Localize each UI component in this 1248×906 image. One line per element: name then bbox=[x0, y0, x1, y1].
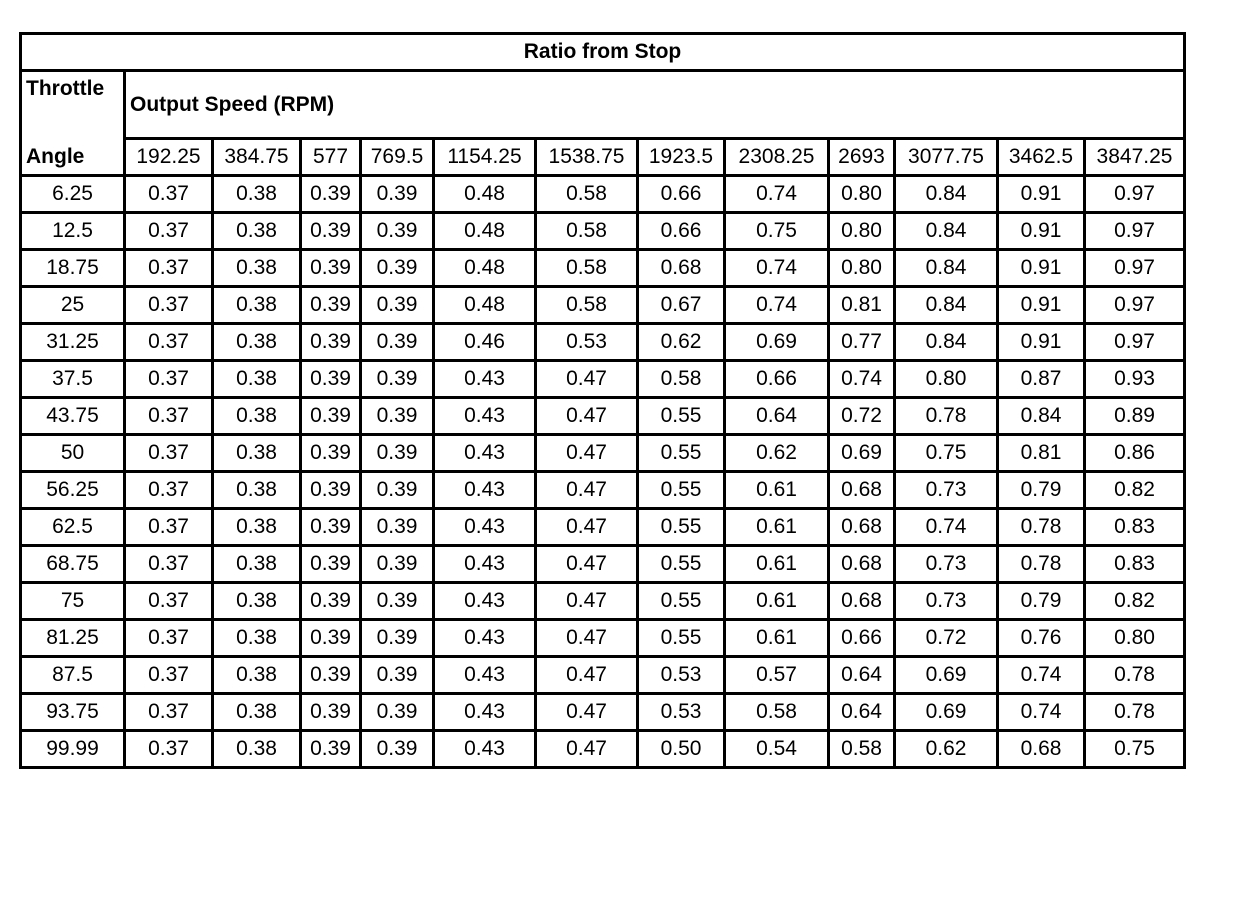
ratio-cell: 0.74 bbox=[725, 176, 829, 213]
ratio-cell: 0.39 bbox=[361, 694, 434, 731]
ratio-cell: 0.81 bbox=[998, 435, 1085, 472]
ratio-cell: 0.82 bbox=[1085, 472, 1185, 509]
ratio-cell: 0.39 bbox=[301, 546, 361, 583]
ratio-cell: 0.38 bbox=[213, 361, 301, 398]
throttle-angle-cell: 43.75 bbox=[21, 398, 125, 435]
ratio-cell: 0.55 bbox=[638, 546, 725, 583]
table-body bbox=[21, 34, 1185, 768]
throttle-angle-cell: 12.5 bbox=[21, 213, 125, 250]
ratio-cell: 0.55 bbox=[638, 620, 725, 657]
ratio-cell: 0.55 bbox=[638, 509, 725, 546]
ratio-cell: 0.38 bbox=[213, 657, 301, 694]
ratio-cell: 0.69 bbox=[895, 657, 998, 694]
ratio-cell: 0.62 bbox=[725, 435, 829, 472]
ratio-cell: 0.39 bbox=[361, 250, 434, 287]
ratio-cell: 0.43 bbox=[434, 583, 536, 620]
ratio-cell: 0.62 bbox=[638, 324, 725, 361]
ratio-cell: 0.97 bbox=[1085, 287, 1185, 324]
ratio-cell: 0.97 bbox=[1085, 213, 1185, 250]
ratio-cell: 0.37 bbox=[125, 213, 213, 250]
ratio-cell: 0.38 bbox=[213, 435, 301, 472]
ratio-cell: 0.48 bbox=[434, 250, 536, 287]
ratio-cell: 0.38 bbox=[213, 620, 301, 657]
ratio-cell: 0.47 bbox=[536, 620, 638, 657]
ratio-cell: 0.39 bbox=[301, 213, 361, 250]
table-row bbox=[21, 472, 1185, 509]
speed-header-cell: 192.25 bbox=[125, 139, 213, 176]
ratio-cell: 0.73 bbox=[895, 546, 998, 583]
ratio-cell: 0.84 bbox=[895, 176, 998, 213]
ratio-cell: 0.84 bbox=[895, 213, 998, 250]
ratio-cell: 0.39 bbox=[301, 731, 361, 768]
throttle-angle-cell: 68.75 bbox=[21, 546, 125, 583]
row-header-line1: Throttle bbox=[26, 77, 105, 100]
ratio-cell: 0.89 bbox=[1085, 398, 1185, 435]
ratio-cell: 0.38 bbox=[213, 287, 301, 324]
ratio-cell: 0.47 bbox=[536, 546, 638, 583]
output-speed-header: Output Speed (RPM) bbox=[125, 71, 1185, 139]
ratio-cell: 0.38 bbox=[213, 546, 301, 583]
throttle-angle-header bbox=[21, 71, 125, 176]
ratio-cell: 0.84 bbox=[895, 287, 998, 324]
throttle-angle-cell: 99.99 bbox=[21, 731, 125, 768]
table-title: Ratio from Stop bbox=[21, 34, 1185, 71]
speed-header-cell: 2693 bbox=[829, 139, 895, 176]
ratio-cell: 0.43 bbox=[434, 398, 536, 435]
ratio-cell: 0.37 bbox=[125, 546, 213, 583]
ratio-cell: 0.39 bbox=[361, 472, 434, 509]
ratio-cell: 0.78 bbox=[1085, 657, 1185, 694]
ratio-cell: 0.74 bbox=[998, 657, 1085, 694]
speed-header-cell: 1538.75 bbox=[536, 139, 638, 176]
ratio-cell: 0.47 bbox=[536, 472, 638, 509]
ratio-cell: 0.55 bbox=[638, 472, 725, 509]
row-header-line2: Angle bbox=[26, 145, 85, 168]
ratio-cell: 0.43 bbox=[434, 546, 536, 583]
ratio-cell: 0.39 bbox=[361, 398, 434, 435]
table-row bbox=[21, 250, 1185, 287]
ratio-cell: 0.58 bbox=[638, 361, 725, 398]
ratio-cell: 0.75 bbox=[725, 213, 829, 250]
ratio-cell: 0.64 bbox=[829, 694, 895, 731]
ratio-cell: 0.84 bbox=[895, 250, 998, 287]
ratio-table bbox=[19, 32, 1186, 769]
ratio-cell: 0.37 bbox=[125, 287, 213, 324]
ratio-cell: 0.61 bbox=[725, 620, 829, 657]
ratio-cell: 0.47 bbox=[536, 694, 638, 731]
ratio-cell: 0.58 bbox=[536, 287, 638, 324]
ratio-cell: 0.64 bbox=[725, 398, 829, 435]
ratio-cell: 0.54 bbox=[725, 731, 829, 768]
ratio-cell: 0.39 bbox=[301, 176, 361, 213]
ratio-cell: 0.68 bbox=[998, 731, 1085, 768]
table-row bbox=[21, 583, 1185, 620]
ratio-cell: 0.39 bbox=[361, 546, 434, 583]
ratio-cell: 0.37 bbox=[125, 398, 213, 435]
ratio-cell: 0.76 bbox=[998, 620, 1085, 657]
table-row bbox=[21, 213, 1185, 250]
ratio-cell: 0.91 bbox=[998, 287, 1085, 324]
ratio-cell: 0.55 bbox=[638, 398, 725, 435]
ratio-cell: 0.61 bbox=[725, 583, 829, 620]
ratio-cell: 0.83 bbox=[1085, 509, 1185, 546]
throttle-angle-cell: 31.25 bbox=[21, 324, 125, 361]
ratio-cell: 0.78 bbox=[998, 546, 1085, 583]
ratio-cell: 0.66 bbox=[638, 213, 725, 250]
throttle-angle-cell: 75 bbox=[21, 583, 125, 620]
ratio-cell: 0.37 bbox=[125, 472, 213, 509]
ratio-cell: 0.79 bbox=[998, 472, 1085, 509]
ratio-cell: 0.37 bbox=[125, 324, 213, 361]
ratio-cell: 0.80 bbox=[895, 361, 998, 398]
ratio-cell: 0.39 bbox=[361, 176, 434, 213]
ratio-cell: 0.66 bbox=[829, 620, 895, 657]
ratio-cell: 0.78 bbox=[998, 509, 1085, 546]
throttle-angle-cell: 37.5 bbox=[21, 361, 125, 398]
ratio-cell: 0.39 bbox=[361, 324, 434, 361]
ratio-cell: 0.91 bbox=[998, 324, 1085, 361]
speed-header-cell: 3847.25 bbox=[1085, 139, 1185, 176]
ratio-cell: 0.53 bbox=[638, 694, 725, 731]
ratio-cell: 0.53 bbox=[536, 324, 638, 361]
ratio-cell: 0.81 bbox=[829, 287, 895, 324]
ratio-cell: 0.61 bbox=[725, 509, 829, 546]
ratio-cell: 0.39 bbox=[301, 361, 361, 398]
ratio-cell: 0.38 bbox=[213, 472, 301, 509]
ratio-cell: 0.75 bbox=[1085, 731, 1185, 768]
ratio-cell: 0.43 bbox=[434, 620, 536, 657]
ratio-cell: 0.78 bbox=[1085, 694, 1185, 731]
ratio-cell: 0.39 bbox=[301, 657, 361, 694]
throttle-angle-cell: 87.5 bbox=[21, 657, 125, 694]
table-row bbox=[21, 694, 1185, 731]
ratio-cell: 0.43 bbox=[434, 435, 536, 472]
ratio-cell: 0.86 bbox=[1085, 435, 1185, 472]
title-row bbox=[21, 34, 1185, 71]
ratio-cell: 0.39 bbox=[301, 694, 361, 731]
ratio-cell: 0.62 bbox=[895, 731, 998, 768]
ratio-cell: 0.39 bbox=[301, 435, 361, 472]
throttle-angle-cell: 50 bbox=[21, 435, 125, 472]
speed-row bbox=[21, 139, 1185, 176]
ratio-cell: 0.91 bbox=[998, 176, 1085, 213]
ratio-cell: 0.39 bbox=[361, 435, 434, 472]
ratio-cell: 0.72 bbox=[895, 620, 998, 657]
ratio-cell: 0.39 bbox=[361, 509, 434, 546]
ratio-cell: 0.39 bbox=[361, 287, 434, 324]
ratio-cell: 0.80 bbox=[829, 213, 895, 250]
table-row bbox=[21, 398, 1185, 435]
ratio-cell: 0.47 bbox=[536, 435, 638, 472]
ratio-cell: 0.39 bbox=[361, 361, 434, 398]
ratio-cell: 0.48 bbox=[434, 213, 536, 250]
ratio-cell: 0.37 bbox=[125, 435, 213, 472]
ratio-cell: 0.37 bbox=[125, 620, 213, 657]
ratio-cell: 0.39 bbox=[301, 324, 361, 361]
ratio-cell: 0.50 bbox=[638, 731, 725, 768]
ratio-cell: 0.73 bbox=[895, 472, 998, 509]
ratio-cell: 0.58 bbox=[829, 731, 895, 768]
ratio-cell: 0.39 bbox=[361, 657, 434, 694]
ratio-cell: 0.79 bbox=[998, 583, 1085, 620]
ratio-cell: 0.43 bbox=[434, 361, 536, 398]
ratio-cell: 0.47 bbox=[536, 398, 638, 435]
ratio-cell: 0.38 bbox=[213, 250, 301, 287]
ratio-cell: 0.38 bbox=[213, 398, 301, 435]
ratio-cell: 0.37 bbox=[125, 657, 213, 694]
ratio-cell: 0.47 bbox=[536, 731, 638, 768]
ratio-cell: 0.39 bbox=[301, 583, 361, 620]
ratio-cell: 0.69 bbox=[895, 694, 998, 731]
throttle-angle-cell: 56.25 bbox=[21, 472, 125, 509]
ratio-cell: 0.58 bbox=[536, 250, 638, 287]
table-row bbox=[21, 361, 1185, 398]
ratio-cell: 0.83 bbox=[1085, 546, 1185, 583]
ratio-cell: 0.74 bbox=[725, 250, 829, 287]
ratio-cell: 0.97 bbox=[1085, 250, 1185, 287]
ratio-cell: 0.39 bbox=[361, 583, 434, 620]
ratio-cell: 0.39 bbox=[301, 398, 361, 435]
ratio-cell: 0.78 bbox=[895, 398, 998, 435]
ratio-cell: 0.74 bbox=[725, 287, 829, 324]
ratio-cell: 0.57 bbox=[725, 657, 829, 694]
ratio-cell: 0.74 bbox=[829, 361, 895, 398]
ratio-cell: 0.47 bbox=[536, 509, 638, 546]
ratio-cell: 0.43 bbox=[434, 472, 536, 509]
ratio-cell: 0.58 bbox=[725, 694, 829, 731]
table-row bbox=[21, 176, 1185, 213]
ratio-cell: 0.39 bbox=[361, 731, 434, 768]
ratio-cell: 0.37 bbox=[125, 176, 213, 213]
ratio-cell: 0.66 bbox=[725, 361, 829, 398]
ratio-cell: 0.37 bbox=[125, 731, 213, 768]
ratio-cell: 0.84 bbox=[998, 398, 1085, 435]
ratio-cell: 0.77 bbox=[829, 324, 895, 361]
ratio-cell: 0.39 bbox=[301, 250, 361, 287]
ratio-cell: 0.73 bbox=[895, 583, 998, 620]
ratio-cell: 0.74 bbox=[998, 694, 1085, 731]
ratio-cell: 0.97 bbox=[1085, 324, 1185, 361]
ratio-cell: 0.91 bbox=[998, 250, 1085, 287]
ratio-cell: 0.37 bbox=[125, 583, 213, 620]
throttle-angle-cell: 81.25 bbox=[21, 620, 125, 657]
ratio-cell: 0.43 bbox=[434, 509, 536, 546]
header-row bbox=[21, 71, 1185, 139]
ratio-cell: 0.68 bbox=[829, 509, 895, 546]
ratio-cell: 0.82 bbox=[1085, 583, 1185, 620]
ratio-cell: 0.93 bbox=[1085, 361, 1185, 398]
throttle-angle-cell: 25 bbox=[21, 287, 125, 324]
speed-header-cell: 1923.5 bbox=[638, 139, 725, 176]
ratio-cell: 0.39 bbox=[361, 213, 434, 250]
ratio-cell: 0.68 bbox=[829, 546, 895, 583]
ratio-cell: 0.69 bbox=[829, 435, 895, 472]
ratio-cell: 0.67 bbox=[638, 287, 725, 324]
table-row bbox=[21, 435, 1185, 472]
ratio-cell: 0.39 bbox=[301, 472, 361, 509]
ratio-cell: 0.38 bbox=[213, 509, 301, 546]
ratio-cell: 0.43 bbox=[434, 731, 536, 768]
ratio-cell: 0.64 bbox=[829, 657, 895, 694]
speed-header-cell: 769.5 bbox=[361, 139, 434, 176]
ratio-cell: 0.72 bbox=[829, 398, 895, 435]
speed-header-cell: 1154.25 bbox=[434, 139, 536, 176]
ratio-cell: 0.47 bbox=[536, 583, 638, 620]
ratio-cell: 0.48 bbox=[434, 176, 536, 213]
speed-header-cell: 3077.75 bbox=[895, 139, 998, 176]
throttle-angle-cell: 62.5 bbox=[21, 509, 125, 546]
ratio-cell: 0.39 bbox=[361, 620, 434, 657]
table-row bbox=[21, 620, 1185, 657]
ratio-cell: 0.69 bbox=[725, 324, 829, 361]
ratio-cell: 0.39 bbox=[301, 287, 361, 324]
ratio-cell: 0.80 bbox=[829, 250, 895, 287]
throttle-angle-cell: 6.25 bbox=[21, 176, 125, 213]
ratio-cell: 0.38 bbox=[213, 213, 301, 250]
ratio-cell: 0.80 bbox=[1085, 620, 1185, 657]
ratio-cell: 0.55 bbox=[638, 435, 725, 472]
ratio-cell: 0.80 bbox=[829, 176, 895, 213]
speed-header-cell: 3462.5 bbox=[998, 139, 1085, 176]
table-row bbox=[21, 657, 1185, 694]
ratio-cell: 0.68 bbox=[829, 583, 895, 620]
ratio-cell: 0.43 bbox=[434, 694, 536, 731]
ratio-cell: 0.68 bbox=[829, 472, 895, 509]
ratio-cell: 0.38 bbox=[213, 176, 301, 213]
table-row bbox=[21, 324, 1185, 361]
ratio-cell: 0.53 bbox=[638, 657, 725, 694]
ratio-cell: 0.37 bbox=[125, 250, 213, 287]
ratio-cell: 0.68 bbox=[638, 250, 725, 287]
ratio-cell: 0.87 bbox=[998, 361, 1085, 398]
ratio-cell: 0.84 bbox=[895, 324, 998, 361]
table-row bbox=[21, 287, 1185, 324]
speed-header-cell: 2308.25 bbox=[725, 139, 829, 176]
ratio-cell: 0.37 bbox=[125, 361, 213, 398]
throttle-angle-cell: 93.75 bbox=[21, 694, 125, 731]
speed-header-cell: 577 bbox=[301, 139, 361, 176]
ratio-cell: 0.47 bbox=[536, 657, 638, 694]
ratio-cell: 0.58 bbox=[536, 213, 638, 250]
table-row bbox=[21, 509, 1185, 546]
ratio-cell: 0.48 bbox=[434, 287, 536, 324]
ratio-cell: 0.37 bbox=[125, 509, 213, 546]
ratio-cell: 0.61 bbox=[725, 472, 829, 509]
table-row bbox=[21, 731, 1185, 768]
ratio-cell: 0.39 bbox=[301, 509, 361, 546]
ratio-cell: 0.97 bbox=[1085, 176, 1185, 213]
ratio-cell: 0.47 bbox=[536, 361, 638, 398]
ratio-cell: 0.38 bbox=[213, 583, 301, 620]
table-row bbox=[21, 546, 1185, 583]
ratio-cell: 0.38 bbox=[213, 694, 301, 731]
ratio-cell: 0.38 bbox=[213, 324, 301, 361]
ratio-cell: 0.74 bbox=[895, 509, 998, 546]
ratio-cell: 0.39 bbox=[301, 620, 361, 657]
ratio-cell: 0.75 bbox=[895, 435, 998, 472]
ratio-cell: 0.38 bbox=[213, 731, 301, 768]
ratio-cell: 0.37 bbox=[125, 694, 213, 731]
ratio-cell: 0.46 bbox=[434, 324, 536, 361]
throttle-angle-cell: 18.75 bbox=[21, 250, 125, 287]
speed-header-cell: 384.75 bbox=[213, 139, 301, 176]
ratio-cell: 0.55 bbox=[638, 583, 725, 620]
ratio-cell: 0.91 bbox=[998, 213, 1085, 250]
ratio-cell: 0.58 bbox=[536, 176, 638, 213]
ratio-cell: 0.66 bbox=[638, 176, 725, 213]
ratio-cell: 0.43 bbox=[434, 657, 536, 694]
ratio-cell: 0.61 bbox=[725, 546, 829, 583]
